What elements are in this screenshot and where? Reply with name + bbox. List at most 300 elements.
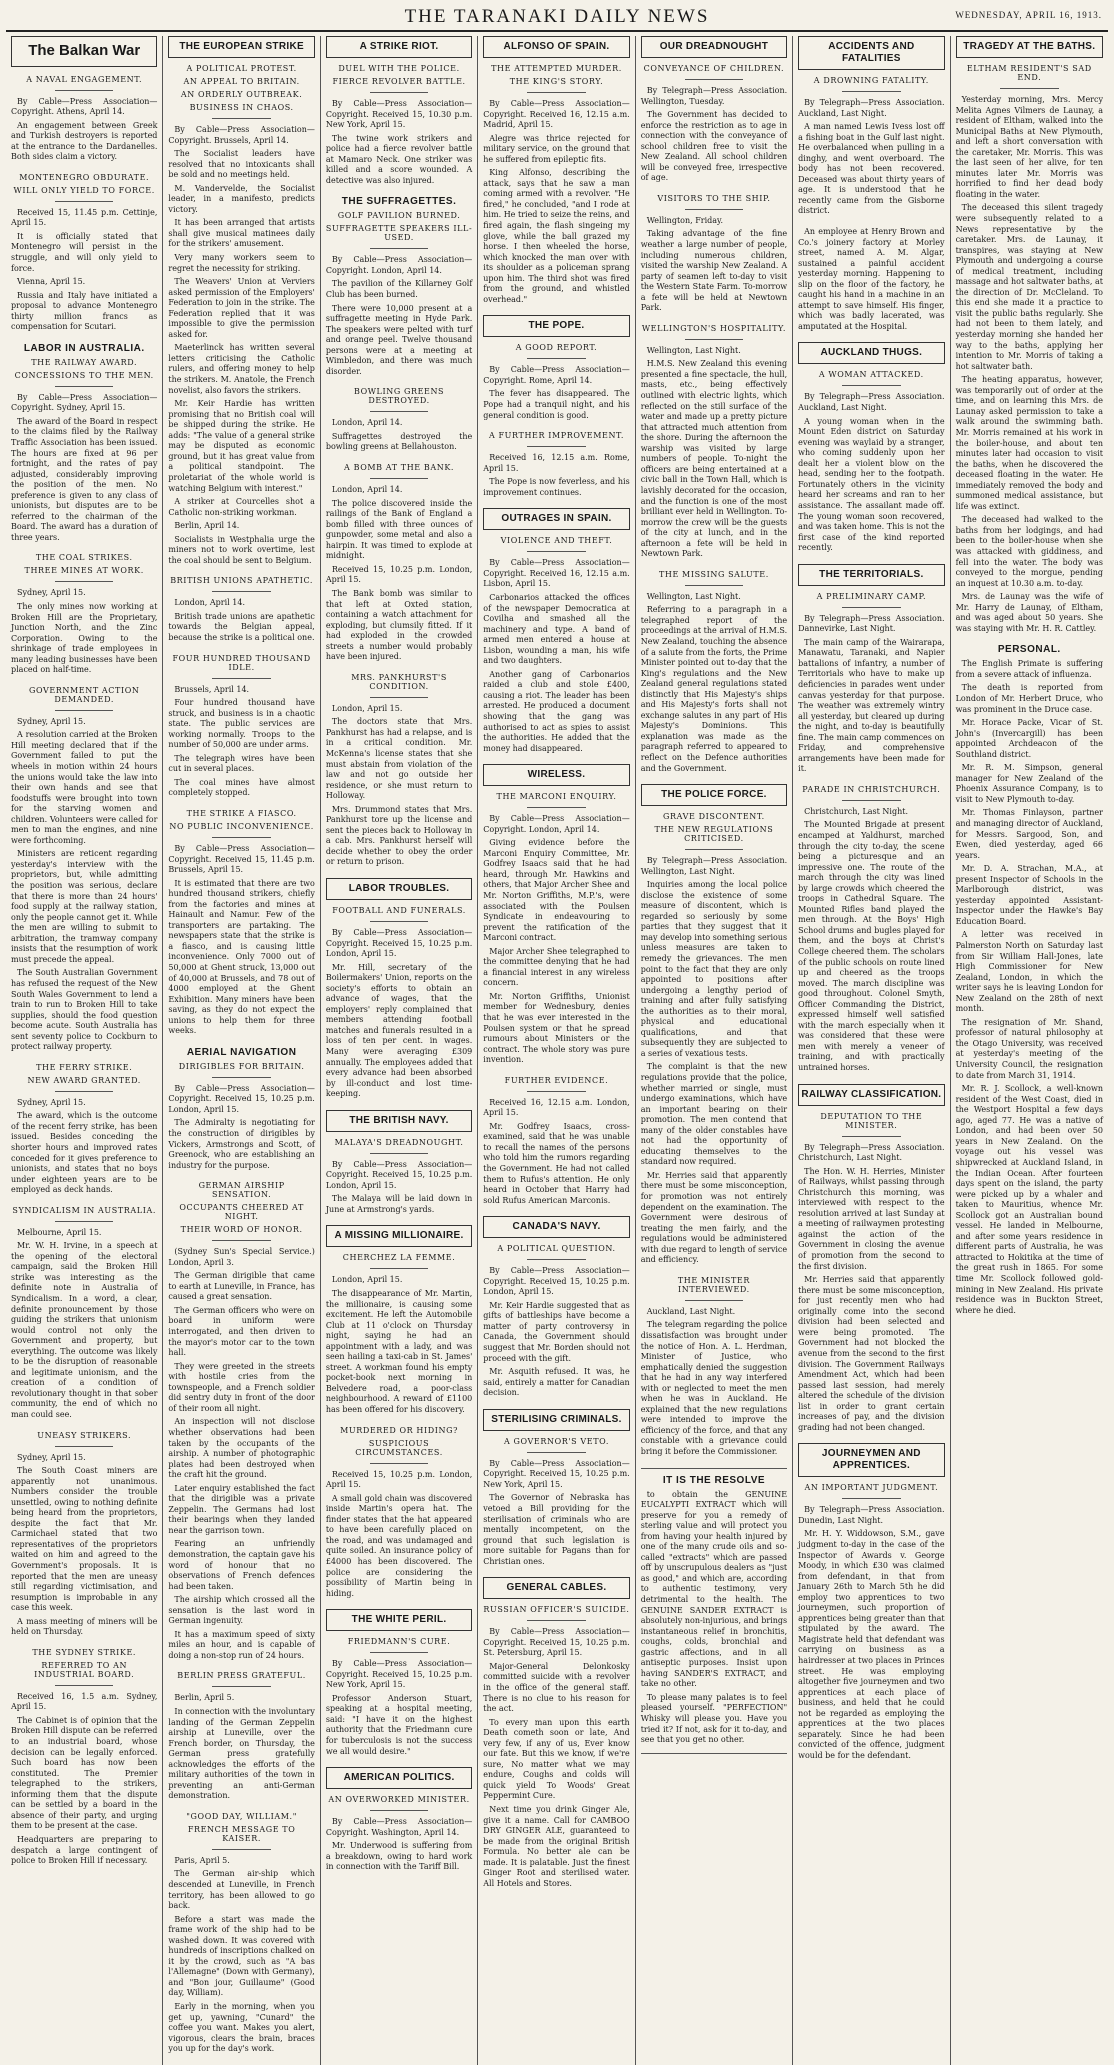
story-paragraph: By Telegraph—Press Association. Auckland, Last Night. xyxy=(798,98,945,118)
divider-rule xyxy=(55,710,114,711)
divider-rule xyxy=(370,411,429,412)
story-subheading: CONCESSIONS TO THE MEN. xyxy=(14,370,154,380)
divider-rule xyxy=(842,1498,901,1499)
news-story xyxy=(641,36,787,184)
story-body xyxy=(641,592,787,774)
story-paragraph: By Cable—Press Association—Copyright. Received 15, 10.25 p.m. London, April 15. xyxy=(325,927,473,959)
news-story xyxy=(11,553,157,675)
story-body xyxy=(326,485,472,663)
story-paragraph: Sydney, April 15. xyxy=(17,1097,86,1107)
story-paragraph: By Cable—Press Association—Copyright. Received 15, 10.25 p.m. London, April 15. xyxy=(325,1159,473,1190)
story-body xyxy=(326,1470,472,1600)
story-paragraph: The pavilion of the Killarney Golf Club has been burned. xyxy=(325,279,473,300)
dateline: WEDNESDAY, APRIL 16, 1913. xyxy=(955,10,1102,20)
story-subheading: A PRELIMINARY CAMP. xyxy=(816,591,927,601)
divider-rule xyxy=(370,1652,429,1653)
story-paragraph: Another gang of Carbonarios raided a club and stole £400, causing a riot. The leader has been arrested. He produced a document showing that the gang was authorised to act as spies to assist the authorities. He added that the money had disappeared. xyxy=(483,669,630,753)
story-paragraph: Mr. R. J. Scollock, a well-known resident of the West Coast, died in the Westport Hospital a few days ago, aged 77. He was a native of London, and had been over 50 years in New Zealand. On the voyage out his vessel was shipwrecked at Auckland Island, in the Indian Ocean. After fourteen days spent on the island, the party were picked up by a whaler and taken to Mauritius, whence Mr. Scollock got an Australian bound vessel. He landed in Melbourne, and after some years residence in different parts of Australia, he was attracted to Hokitika at the time of the great rush in 1865. For some time Mr. Scollock followed gold-mining in New Zealand. His private residence was in Buckton Street, where he died. xyxy=(955,1084,1103,1315)
story-paragraph: Mr. W. H. Irvine, in a speech at the opening of the electoral campaign, said the Broken Hill strike was interesting as the definite note in Australia of Syndicalism. In a word, a clear, definite pronouncement by those guiding the strikers that unionism would control not only the Government and property, but everything. The outcome was likely to be the disruption of reasonable and legitimate unionism, and the creation of a condition of revolutionary thought in that sober community, the end of which no man could see. xyxy=(11,1241,158,1419)
story-body xyxy=(326,255,472,377)
story-body xyxy=(641,856,787,1266)
news-story xyxy=(168,1671,314,1801)
story-paragraph: The death is reported from London of Mr. Herbert Druce, who was prominent in the Druce case. xyxy=(955,683,1103,714)
story-body xyxy=(11,1098,157,1196)
story-paragraph: M. Vandervelde, the Socialist leader, in a manifesto, predicts victory. xyxy=(168,183,315,214)
story-paragraph: Brussels, April 14. xyxy=(174,684,250,694)
divider-rule xyxy=(842,1136,901,1137)
story-paragraph: Wellington, Last Night. xyxy=(646,591,741,601)
story-headline: STERILISING CRIMINALS. xyxy=(483,1409,629,1431)
news-story xyxy=(11,1206,157,1421)
story-subheading: FIERCE REVOLVER BATTLE. xyxy=(332,77,466,86)
news-story xyxy=(326,1225,472,1415)
story-paragraph: Mr. Hill, secretary of the Boilermakers' Union, reports on the society's efforts to obtain an advance of wages, that the employers' reply complained that members attending football matches and funerals resulted in a loss of ten per cent. in wages. Many were averaging £309 annually. The employees added that every advance had been absorbed by ill-conduct and lost time-keeping. xyxy=(325,962,473,1099)
story-headline: THE TERRITORIALS. xyxy=(798,564,944,586)
story-body xyxy=(798,98,944,217)
news-story xyxy=(168,36,314,566)
divider-rule xyxy=(527,1620,586,1621)
column-3 xyxy=(321,36,478,2065)
news-story xyxy=(483,1409,629,1567)
story-subheading: UNEASY STRIKERS. xyxy=(37,1430,132,1440)
story-paragraph: Very many workers seem to regret the necessity for striking. xyxy=(168,253,315,273)
story-paragraph: Received 16, 12.15 a.m. London, April 15. xyxy=(483,1097,630,1118)
news-story xyxy=(641,570,787,774)
story-paragraph: Before a start was made the frame work of the ship had to be washed down. It was covered with hundreds of inscriptions chalked on it by the crowd, such as "A bas l'Allemagne" (Down with Germany), and "Bon jour, Guillaume" (Good day, William). xyxy=(168,1914,315,1998)
story-body xyxy=(798,1505,944,1761)
story-paragraph: The police discovered inside the railings of the Bank of England a bomb filled with three ounces of gunpowder, some metal and also a hairpin. It was timed to explode at midnight. xyxy=(325,498,473,561)
story-headline: LABOR IN AUSTRALIA. xyxy=(23,342,145,354)
story-body xyxy=(326,418,472,453)
story-paragraph: A mass meeting of miners will be held on Thursday. xyxy=(11,1616,158,1637)
story-body xyxy=(11,97,157,163)
story-paragraph: The fever has disappeared. The Pope had a tranquil night, and his general condition is good. xyxy=(483,389,630,420)
story-paragraph: Wellington, Friday. xyxy=(646,215,724,225)
story-paragraph: It is officially stated that Montenegro will persist in the struggle, and will only yield to force. xyxy=(11,231,158,273)
story-subheading: OCCUPANTS CHEERED AT NIGHT. xyxy=(179,1203,304,1222)
news-story xyxy=(326,1110,472,1216)
story-paragraph: By Cable—Press Association—Copyright. Received 15, 10.25 p.m. London, April 15. xyxy=(483,1266,630,1297)
story-headline: AMERICAN POLITICS. xyxy=(326,1767,472,1789)
story-subheading: WILL ONLY YIELD TO FORCE. xyxy=(13,185,155,195)
divider-rule xyxy=(527,92,586,93)
story-paragraph: There were 10,000 present at a suffragette meeting in Hyde Park. The speakers were pelted with turf and orange peel. Twelve thousand persons were at a meeting at Wimbledon, and there was much disorder. xyxy=(325,303,473,376)
story-paragraph: The English Primate is suffering from a severe attack of influenza. xyxy=(955,659,1103,679)
story-subheading: FRIEDMANN'S CURE. xyxy=(347,1637,451,1647)
news-story xyxy=(798,1084,944,1434)
story-subheading: CHERCHEZ LA FEMME. xyxy=(342,1253,456,1263)
story-paragraph: Mr. Godfrey Isaacs, cross-examined, said that he was unable to recall the names of the persons who told him the rumors regarding the Government. He had not called them to Rufus's attention. He only heard in October that Harry had sold Rufus American Marconis. xyxy=(483,1121,630,1205)
story-headline: WIRELESS. xyxy=(483,764,629,786)
story-body xyxy=(168,598,314,643)
story-paragraph: Received 15, 11.45 p.m. Cettinje, April 15. xyxy=(11,207,158,228)
divider-rule xyxy=(842,385,901,386)
story-subheading: AN APPEAL TO BRITAIN. xyxy=(183,77,300,86)
story-paragraph: The Admiralty is negotiating for the construction of dirigibles by Vickers, Armstrongs and Scott, of Greenock, who are establishing an industry for the purpose. xyxy=(168,1118,315,1170)
divider-rule xyxy=(527,1091,586,1092)
story-body xyxy=(798,227,944,332)
divider-rule xyxy=(55,1091,114,1092)
news-story xyxy=(11,173,157,333)
story-paragraph: It is estimated that there are two hundred thousand strikers, chiefly from the factories and mines at Hainault and Namur. Few of the transporters are partaking. The newspapers state that the strike is a fiasco, and is causing little inconvenience. Only 7000 out of 50,000 at Ghent struck, 13,000 out of 40,000 at Brussels, and 78 out of 4000 employed at the Ghent Exhibition. Many miners have been saving, as they do not expect the unions to help them for three weeks. xyxy=(168,878,315,1036)
story-paragraph: Carbonarios attacked the offices of the newspaper Democratica at Covilha and smashed all the machinery and type. A band of armed men entered a house at Lisbon, wounding a man, his wife and two daughters. xyxy=(483,592,630,666)
story-paragraph: Christchurch, Last Night. xyxy=(804,806,908,816)
news-story xyxy=(798,227,944,332)
story-subheading: GOVERNMENT ACTION DEMANDED. xyxy=(28,685,140,704)
story-paragraph: Mr. R. M. Simpson, general manager for New Zealand of the Phoenix Assurance Company, is to visit to New Plymouth to-day. xyxy=(955,763,1103,804)
story-body xyxy=(11,1692,157,1867)
story-subheading: MURDERED OR HIDING? xyxy=(340,1425,459,1435)
story-paragraph: Received 16, 1.5 a.m. Sydney, April 15. xyxy=(11,1691,158,1712)
story-paragraph: The Cabinet is of opinion that the Broken Hill dispute can be referred to an industrial board, whose decision can be legally enforced. Such board has now been constituted. The Premier telegraphed to the strikers, informing them that the dispute can be settled by a board in the absence of their party, and urging them to be present at the case. xyxy=(11,1715,158,1831)
story-paragraph: The telegraph wires have been cut in several places. xyxy=(168,753,315,774)
story-body xyxy=(168,844,314,1037)
story-paragraph: The South Australian Government has refused the request of the New South Wales Government to lend a train to run to Broken Hill to take supplies, should the food question become acute. South Australia has sent seventy police to Cockburn to protect railway property. xyxy=(11,968,158,1052)
story-paragraph: to obtain the GENUINE EUCALYPTI EXTRACT which will preserve for you a remedy of sterling value and will protect you from having your health injured by one of the many crude oils and so-called "extracts" which are passed off by unscrupulous dealers as "just as good," and which are, according to authentic testimony, very detrimental to the health. The GENUINE SANDER EXTRACT is absolutely non-injurious, and brings instantaneous relief in bronchitis, coughs, colds, bronchial and gastric affections, and in all antiseptic purposes. Insist upon having SANDER'S EXTRACT, and take no other. xyxy=(640,1489,788,1689)
story-subheading: A GOOD REPORT. xyxy=(515,343,598,353)
story-paragraph: Alegre was thrice rejected for military service, on the ground that he suffered from epileptic fits. xyxy=(483,133,630,164)
story-headline: THE POPE. xyxy=(483,315,629,337)
story-subheading: REFERRED TO AN INDUSTRIAL BOARD. xyxy=(34,1660,135,1679)
story-paragraph: By Cable—Press Association—Copyright. Received 15, 10.25 p.m. New York, April 15. xyxy=(483,1458,630,1489)
divider-rule xyxy=(1000,88,1059,89)
story-body xyxy=(326,1817,472,1873)
story-paragraph: By Cable—Press Association—Copyright. Rome, April 14. xyxy=(483,365,630,385)
story-headline: THE POLICE FORCE. xyxy=(641,784,787,806)
story-headline: ACCIDENTS AND FATALITIES xyxy=(798,36,944,70)
story-body xyxy=(168,685,314,799)
story-subheading: DUEL WITH THE POLICE. xyxy=(338,64,460,73)
story-paragraph: By Cable—Press Association—Copyright. London, April 14. xyxy=(483,814,630,834)
story-subheading: A NAVAL ENGAGEMENT. xyxy=(26,74,143,84)
story-paragraph: In connection with the involuntary landing of the German Zeppelin airship at Luneville, over the French border, on Thursday, the German press gratefully acknowledges the efforts of the military authorities of the town in preventing an anti-German demonstration. xyxy=(168,1706,315,1801)
divider-rule xyxy=(370,478,429,479)
divider-rule xyxy=(212,678,271,679)
story-paragraph: By Cable—Press Association—Copyright. Received 15, 10.25 p.m. London, April 15. xyxy=(168,1083,315,1114)
divider-rule xyxy=(212,1849,271,1850)
story-paragraph: An inspection will not disclose whether observations had been taken by the occupants of the airship. A number of photographic plates had been destroyed when the craft hit the ground. xyxy=(168,1417,315,1480)
story-body xyxy=(11,1228,157,1421)
story-subheading: DIRIGIBLES FOR BRITAIN. xyxy=(178,1061,305,1071)
story-subheading: THE MINISTER INTERVIEWED. xyxy=(677,1275,750,1294)
story-body xyxy=(483,1459,629,1567)
newspaper-title: THE TARANAKI DAILY NEWS xyxy=(404,6,710,27)
news-story xyxy=(11,1431,157,1638)
story-paragraph: Maeterlinck has written several letters criticising the Catholic rulers, and offering money to help the strikers. M. Anatole, the French novelist, also favors the strikers. xyxy=(168,343,315,395)
story-paragraph: The main camp of the Wairarapa, Manawatu, Taranaki, and Napier battalions of infantry, a number of Territorials who have to make up deficiencies in parades went under canvas yesterday for that purpose. The weather was extremely wintry all yesterday, but cleared up during the night, and to-day is beautifully fine. The main camp commences on Friday, and comprehensive arrangements have been made for it. xyxy=(798,637,945,774)
news-story xyxy=(483,1076,629,1206)
story-subheading: FOOTBALL AND FUNERALS. xyxy=(332,905,466,915)
news-story xyxy=(483,508,629,754)
story-body xyxy=(11,588,157,675)
news-story xyxy=(483,1577,629,1889)
story-subheading: THE KING'S STORY. xyxy=(509,77,604,86)
story-paragraph: Major Archer Shee telegraphed to the committee denying that he had a financial interest in any wireless concern. xyxy=(483,946,630,988)
story-paragraph: The Government has decided to enforce the restriction as to age in connection with the conveyance of school children free to visit the New Zealand. All school children will be conveyed free, irrespective of age. xyxy=(640,110,788,183)
story-headline: The Balkan War xyxy=(11,36,157,67)
news-story xyxy=(326,387,472,453)
news-story xyxy=(483,36,629,305)
divider-rule xyxy=(370,697,429,698)
news-story xyxy=(326,36,472,186)
divider-rule xyxy=(527,551,586,552)
story-body xyxy=(11,717,157,1053)
story-paragraph: The only mines now working at Broken Hill are the Proprietary, Junction North, and the Zinc Corporation. Owing to the shrinkage of trade employees in many leading businesses have been placed on half-time. xyxy=(11,602,158,675)
story-body xyxy=(483,1098,629,1206)
news-story xyxy=(168,1181,314,1661)
story-headline: ALFONSO OF SPAIN. xyxy=(483,36,629,58)
story-paragraph: Mr. H. Y. Widdowson, S.M., gave judgment to-day in the case of the Inspector of Awards v. George Moody, in which £30 was claimed from defendant, in that from January 26th to March 5th he did employ two apprentices to two journeymen, such proportion of apprentices being greater than that stipulated by the award. The Magistrate held that defendant was carrying on business as a hairdresser at two places in Princes street. He was employing altogether five journeymen and two apprentices at each place of business, and held that he could not be regarded as employing the apprentices at the two places separately. Since he had been convicted of the offence, judgment would be for the defendant. xyxy=(798,1529,945,1760)
story-subheading: VISITORS TO THE SHIP. xyxy=(657,193,771,203)
story-paragraph: The German air-ship which descended at Luneville, in French territory, has been allowed to go back. xyxy=(168,1869,315,1911)
story-paragraph: The German dirigible that came to earth at Luneville, in France, has caused a great sensation. xyxy=(168,1271,315,1302)
story-body xyxy=(483,1627,629,1889)
story-subheading: NO PUBLIC INCONVENIENCE. xyxy=(169,821,314,831)
story-body xyxy=(483,453,629,498)
story-subheading: RUSSIAN OFFICER'S SUICIDE. xyxy=(483,1605,630,1615)
story-subheading: A POLITICAL QUESTION. xyxy=(497,1244,616,1254)
story-paragraph: Mr. Herries said that apparently there must be some misconception, for promotion was not entirely dependent on the examination. The Government were desirous of treating the men fairly, and the regulations would be administered with due regard to length of service and efficiency. xyxy=(640,1170,788,1265)
story-paragraph: To please many palates is to feel pleased yourself. "PERFECTION" Whisky will please you. Have you tried it? If not, ask for it to-day, and see that you get no other. xyxy=(640,1692,788,1745)
divider-rule xyxy=(685,339,744,340)
news-story xyxy=(798,36,944,217)
story-subheading: THE RAILWAY AWARD. xyxy=(31,357,138,367)
divider-rule xyxy=(212,1077,271,1078)
story-subheading: THE STRIKE A FIASCO. xyxy=(186,808,297,818)
story-paragraph: Berlin, April 14. xyxy=(174,521,240,531)
story-subheading: VIOLENCE AND THEFT. xyxy=(500,536,613,546)
story-body xyxy=(483,814,629,1066)
story-paragraph: Next time you drink Ginger Ale, give it a name. Call for CAMBOO DRY GINGER ALE, guaranteed to be made from the original British Formula. No better ale can be made. It is palatable. Just the finest Ginger Root and sterilised water. All Hotels and Stores. xyxy=(483,1804,630,1888)
news-story xyxy=(11,1063,157,1196)
story-body xyxy=(11,208,157,333)
news-story xyxy=(483,1216,629,1399)
story-subheading: BUSINESS IN CHAOS. xyxy=(189,103,294,112)
story-subheading: A POLITICAL PROTEST. xyxy=(186,64,297,73)
story-paragraph: Taking advantage of the fine weather a large number of people, including numerous children, visited the warship New Zealand. A party of seamen left to-day to visit the Western State Farm. To-morrow a fete will be held at Newtown Park. xyxy=(640,229,788,313)
story-paragraph: The Pope is now feverless, and his improvement continues. xyxy=(483,477,630,497)
story-body xyxy=(326,704,472,868)
story-paragraph: It has been arranged that artists shall give musical matinees daily for the strikers' amusement. xyxy=(168,218,315,249)
story-paragraph: The doctors state that Mrs. Pankhurst has had a relapse, and is in a critical condition. Mr. McKenna's license states that she must abstain from violation of the law and not go outside her residence, or she must return to Holloway. xyxy=(325,717,473,801)
story-paragraph: A striker at Courcelles shot a Catholic non-striking workman. xyxy=(168,497,315,517)
story-paragraph: Professor Anderson Stuart, speaking at a hospital meeting, said: "I have it on the highest authority that the Friedmann cure for tuberculosis is not the success we all would desire." xyxy=(325,1693,473,1756)
story-subheading: MONTENEGRO OBDURATE. xyxy=(19,172,150,182)
story-paragraph: British trade unions are apathetic towards the Belgian appeal, because the strike is a political one. xyxy=(168,611,315,642)
story-paragraph: Vienna, April 15. xyxy=(17,277,86,287)
story-paragraph: Mrs. Drummond states that Mrs. Pankhurst tore up the license and sent the pieces back to Holloway in a cab. Mrs. Pankhurst herself will decide whether to obey the order or return to prison. xyxy=(325,804,473,867)
divider-rule xyxy=(370,1463,429,1464)
story-subheading: BRITISH UNIONS APATHETIC. xyxy=(170,576,314,586)
story-paragraph: The South Coast miners are apparently not unanimous. Numbers consider the trouble unsettled, owing to nothing definite being heard from the proprietors, despite the fact that Mr. Carmichael stated that two representatives of the proprietors waited on him and agreed to the Government's proposals. It is reported that the men are uneasy still regarding victimisation, and resumption is improbable in any case this week. xyxy=(11,1466,158,1613)
news-story xyxy=(641,324,787,560)
divider-rule xyxy=(55,1685,114,1686)
column-5 xyxy=(636,36,793,2065)
divider-rule xyxy=(370,248,429,249)
story-body xyxy=(168,1247,314,1661)
story-paragraph: By Telegraph—Press Association. Auckland, Last Night. xyxy=(798,392,945,413)
story-paragraph: London, April 15. xyxy=(331,1275,403,1285)
divider-rule xyxy=(370,1153,429,1154)
story-subheading: THE COAL STRIKES. xyxy=(35,553,133,563)
story-body xyxy=(11,393,157,544)
divider-rule xyxy=(685,79,744,80)
story-paragraph: The twine work strikers and police had a fierce revolver battle at Mamaro Neck. One striker was killed and a score wounded. A detective was also injured. xyxy=(325,133,473,185)
story-paragraph: Socialists in Westphalia urge the miners not to work overtime, lest the coal should be sent to Belgium. xyxy=(168,534,315,565)
story-paragraph: (Sydney Sun's Special Service.) London, April 3. xyxy=(168,1247,315,1267)
story-subheading: PARADE IN CHRISTCHURCH. xyxy=(802,784,941,794)
divider-rule xyxy=(527,1259,586,1260)
story-paragraph: A young woman when in the Mount Eden district on Saturday evening was waylaid by a stranger, who coming suddenly upon her dealt her a violent blow on the head, sending her to the footpath. Fortunately others in the vicinity heard her screams and ran to her assistance. The assailant made off. The young woman soon recovered, and was taken home. This is not the first case of the kind reported recently. xyxy=(798,416,945,553)
news-story xyxy=(326,1609,472,1757)
story-paragraph: The award, which is the outcome of the recent ferry strike, has been issued. Besides conceding the shorter hours and improved rates conceded for it gives preference to unionists, and states that no boys under eighteen years are to be employed as deck hands. xyxy=(11,1111,158,1195)
story-paragraph: Mr. Keir Hardie suggested that as gifts of battleships have become a matter of party controversy in Canada, the Government should suggest that Mr. Borden should not proceed with the gift. xyxy=(483,1300,630,1363)
divider-rule xyxy=(685,849,744,850)
divider-rule xyxy=(212,1240,271,1241)
story-paragraph: Mr. Asquith refused. It was, he said, entirely a matter for Canadian decision. xyxy=(483,1367,630,1398)
story-subheading: AN ORDERLY OUTBREAK. xyxy=(180,90,303,99)
news-story xyxy=(641,1276,787,1458)
divider-rule xyxy=(527,807,586,808)
story-body xyxy=(483,1266,629,1399)
story-paragraph: London, April 14. xyxy=(174,598,245,608)
story-paragraph: H.M.S. New Zealand this evening presented a fine spectacle, the hull, masts, etc., being effectively outlined with electric lights, which reflected on the still surface of the water and made up a pretty picture that attracted much attention from the shore. During the afternoon the warship was visited by large numbers of people. To-night the officers are being entertained at a civic ball in the Town Hall, which is lavishly decorated for the occasion, and the function is one of the most brilliant ever held in Wellington. To-morrow the crew will be the guests of the city at lunch, and in the afternoon a fete will be held in Newtown Park. xyxy=(640,359,788,559)
divider-rule xyxy=(55,386,114,387)
story-subheading: GRAVE DISCONTENT. xyxy=(663,812,765,822)
news-story xyxy=(326,1426,472,1600)
story-paragraph: Giving evidence before the Marconi Enquiry Committee, Mr. Godfrey Isaacs said that he had heard, through Mr. Hawkins and others, that Major Archer Shee and Mr. Norton Griffiths, M.P.'s, were associated with the Poulsen Syndicate in endeavouring to prevent the ratification of the Marconi contract. xyxy=(483,838,630,943)
story-subheading: A WOMAN ATTACKED. xyxy=(818,370,924,380)
news-story xyxy=(483,431,629,498)
story-headline: THE SUFFRAGETTES. xyxy=(341,196,457,208)
story-paragraph: The telegram regarding the police dissatisfaction was brought under the notice of Hon. A. L. Herdman, Minister of Justice, who emphatically denied the suggestion that he had in any way interfered with or neglected to meet the men when he was in Auckland. He explained that the new regulations were intended to improve the efficiency of the force, and that any constable with a grievance could bring it before the Commissioner. xyxy=(640,1320,788,1456)
story-paragraph: An engagement between Greek and Turkish destroyers is reported at the entrance to the Dardanelles. Both sides claim a victory. xyxy=(11,120,158,162)
story-paragraph: Mr. Thomas Finlayson, partner and managing director of Auckland, for Messrs. Sargood, Son, and Ewen, died yesterday, aged 66 years. xyxy=(955,808,1103,860)
story-paragraph: The award of the Board in respect to the claims filed by the Railway Traffic Association has been issued. The hours are fixed at 96 per fortnight, and the rates of pay adjusted, considerably improving the position of the men. No preference is given to any class of unionists, but disputes are to be referred to the chairman of the Board. The award has a duration of three years. xyxy=(11,416,158,542)
story-subheading: NEW AWARD GRANTED. xyxy=(27,1075,141,1085)
story-body xyxy=(326,99,472,186)
story-subheading: MRS. PANKHURST'S CONDITION. xyxy=(351,672,447,691)
story-body xyxy=(641,216,787,314)
column-7 xyxy=(951,36,1108,2065)
story-paragraph: By Cable—Press Association—Copyright. Washington, April 14. xyxy=(325,1817,473,1837)
story-subheading: SUFFRAGETTE SPEAKERS ILL-USED. xyxy=(325,224,473,243)
news-story xyxy=(798,564,944,775)
story-paragraph: Sydney, April 15. xyxy=(17,588,86,598)
news-story xyxy=(326,196,472,377)
story-subheading: IT IS THE RESOLVE xyxy=(662,1474,766,1486)
news-story xyxy=(326,673,472,868)
story-paragraph: Wellington, Last Night. xyxy=(646,345,741,355)
divider-rule xyxy=(212,118,271,119)
news-story xyxy=(483,764,629,1066)
story-body xyxy=(168,1856,314,2055)
story-body xyxy=(798,1143,944,1434)
story-body xyxy=(798,614,944,775)
story-headline: CANADA'S NAVY. xyxy=(483,1216,629,1238)
story-paragraph: The Mounted Brigade at present encamped at Yaldhurst, marched through the city to-day, the scene being a picturesque and an impressive one. The route of the march through the city was lined by large crowds which cheered the troops in Cathedral Square. The Mounted Rifles band played the men through. At the Boys' High School drums and bugles played for them, and the boys at Christ's College cheered them. The scholars of the public schools on route lined up and cheered as the troops moved. The march discipline was good throughout. Colonel Smyth, Officer Commanding the District, expressed himself well satisfied with the march especially when it was considered that these were men with merely a veneer of training, and with practically untrained horses. xyxy=(798,820,945,1073)
news-story xyxy=(11,686,157,1053)
story-paragraph: The airship which crossed all the sensation is the last word in German ingenuity. xyxy=(168,1595,315,1626)
news-story xyxy=(326,1767,472,1873)
news-story xyxy=(168,1812,314,2055)
divider-rule xyxy=(55,1446,114,1447)
divider-rule xyxy=(55,1221,114,1222)
story-paragraph: London, April 14. xyxy=(331,418,403,428)
story-body xyxy=(483,558,629,754)
divider-rule xyxy=(370,92,429,93)
story-paragraph: The resignation of Mr. Shand, professor of natural philosophy at the Otago University, was received at yesterday's meeting of the University Council, the resignation to date from March 31, 1914. xyxy=(955,1017,1103,1080)
column-2 xyxy=(163,36,320,2065)
story-paragraph: Mr. Underwood is suffering from a breakdown, owing to hard work in connection with the Tariff Bill. xyxy=(325,1841,473,1872)
story-paragraph: By Cable—Press Association—Copyright. Received 15, 10.30 p.m. New York, April 15. xyxy=(325,99,473,130)
story-subheading: A DROWNING FATALITY. xyxy=(813,76,929,85)
story-paragraph: Berlin, April 5. xyxy=(174,1693,235,1703)
story-body xyxy=(798,392,944,553)
news-story xyxy=(798,342,944,553)
story-headline: THE EUROPEAN STRIKE xyxy=(168,36,314,58)
story-paragraph: To every man upon this earth Death cometh soon or late, And very few, if any of us, Ever know our fate. But this we know, if we're sure, No matter what we may endure, Coughs and colds will quick yield To Woods' Great Peppermint Cure. xyxy=(483,1717,630,1801)
story-subheading: THE SYDNEY STRIKE. xyxy=(32,1647,137,1657)
news-story xyxy=(326,878,472,1100)
story-subheading: THE ATTEMPTED MURDER. xyxy=(491,64,622,73)
story-paragraph: Major-General Delonkosky committed suicide with a revolver in the office of the general staff. There is no clue to his reason for the act. xyxy=(483,1661,630,1714)
divider-rule xyxy=(527,358,586,359)
divider-rule xyxy=(55,581,114,582)
story-paragraph: The German officers who were on board in uniform were interrogated, and then driven to the mayor's motor car to the town hall. xyxy=(168,1305,315,1358)
story-subheading: SYNDICALISM IN AUSTRALIA. xyxy=(12,1205,156,1215)
story-headline: TRAGEDY AT THE BATHS. xyxy=(956,36,1103,58)
story-paragraph: By Cable—Press Association—Copyright. Received 15, 10.25 p.m. St. Petersburg, April 15. xyxy=(483,1627,630,1658)
story-paragraph: Mr. Norton Griffiths, Unionist member for Wednesbury, denies that he was ever interested in the Poulsen system or that he spread rumours about Ministers or the contract. The whole story was pure invention. xyxy=(483,991,630,1065)
story-paragraph: Melbourne, April 15. xyxy=(17,1227,102,1237)
story-headline: RAILWAY CLASSIFICATION. xyxy=(798,1084,944,1106)
story-body xyxy=(483,365,629,421)
story-paragraph: By Telegraph—Press Association. Wellington, Last Night. xyxy=(640,856,788,876)
news-story xyxy=(956,36,1103,634)
story-subheading: ELTHAM RESIDENT'S SAD END. xyxy=(966,64,1092,82)
story-body xyxy=(326,928,472,1100)
news-story xyxy=(168,1047,314,1171)
story-paragraph: By Telegraph—Press Association. Dannevirke, Last Night. xyxy=(798,613,945,634)
story-paragraph: A small gold chain was discovered inside Martin's opera hat. The finder states that the hat appeared to have been carefully placed on the road, and was undamaged and quite soiled. An insurance policy of £4000 has been discovered. The police are considering the possibility of Martin being in hiding. xyxy=(325,1493,473,1598)
story-paragraph: The heating apparatus, however, was temporarily out of order at the time, and on learning this Mrs. de Launay asked permission to take a walk around the swimming bath. Mr. Morris remained at his work in the boiler-house, and about ten minutes later had occasion to visit the baths, when he discovered the deceased floating in the water. He immediately removed the body and summoned medical assistance, but life was extinct. xyxy=(955,375,1103,511)
news-story xyxy=(798,1443,944,1761)
story-headline: THE WHITE PERIL. xyxy=(326,1609,472,1631)
divider-rule xyxy=(685,585,744,586)
story-paragraph: Sydney, April 15. xyxy=(17,716,86,726)
divider-rule xyxy=(685,1300,744,1301)
story-body xyxy=(483,99,629,305)
story-subheading: THE FERRY STRIKE. xyxy=(36,1062,133,1072)
story-body xyxy=(956,95,1103,634)
story-headline: OUTRAGES IN SPAIN. xyxy=(483,508,629,530)
story-paragraph: Four hundred thousand have struck, and business is in a chaotic state. The public services are working normally. Troops to the number of 50,000 are under arms. xyxy=(168,698,315,750)
story-body xyxy=(326,1160,472,1216)
story-paragraph: Russia and Italy have initiated a proposal to advance Montenegro thirty million francs as compensation for Scutari. xyxy=(11,290,158,332)
story-paragraph: A resolution carried at the Broken Hill meeting declared that if the Government failed to put the wheels in motion within 24 hours the unions would take the law into their own hands and see that foodstuffs were brought into town for the starving women and children. Volunteers were called for men to man the engines, and nine were forthcoming. xyxy=(11,730,158,845)
divider-rule xyxy=(527,1452,586,1453)
story-paragraph: A man named Lewis Ivess lost off a fishing boat in the Gulf last night. He overbalanced when pulling in a dinghy, and went overboard. The body has not been recovered. Deceased was about thirty years of age. It is understood that he recently came from the Gisborne district. xyxy=(798,122,945,216)
advertisement xyxy=(641,1468,787,1754)
story-subheading: AN OVERWORKED MINISTER. xyxy=(328,1795,470,1805)
story-paragraph: By Telegraph—Press Association. Wellington, Tuesday. xyxy=(640,86,788,106)
story-headline: A STRIKE RIOT. xyxy=(326,36,472,58)
story-headline: PERSONAL. xyxy=(997,644,1061,656)
story-subheading: DEPUTATION TO THE MINISTER. xyxy=(820,1111,923,1130)
story-paragraph: It has a maximum speed of sixty miles an hour, and is capable of doing a non-stop run of 24 hours. xyxy=(168,1629,315,1660)
news-story xyxy=(11,343,157,544)
